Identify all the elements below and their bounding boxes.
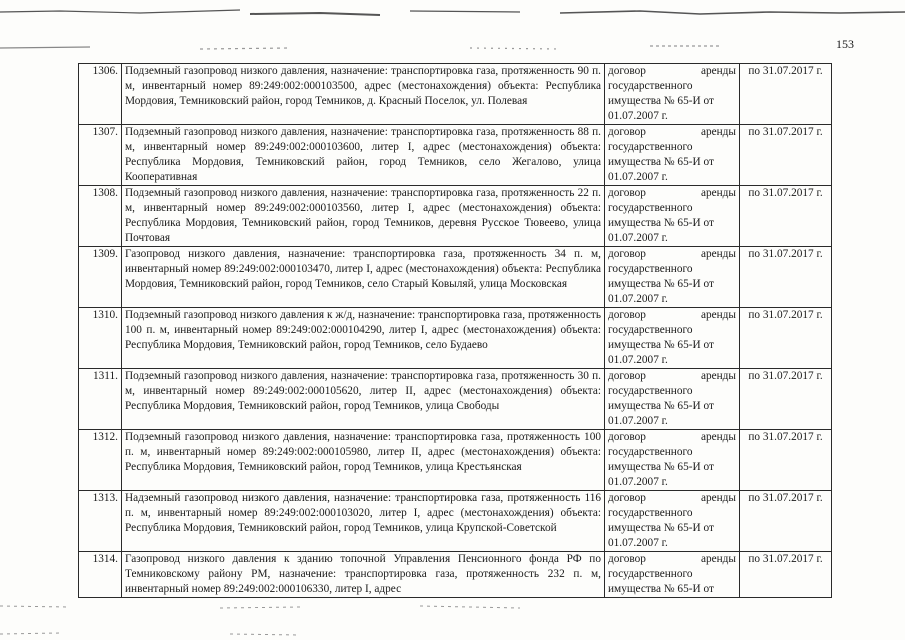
lease-term: по 31.07.2017 г. (740, 552, 832, 598)
object-description: Подземный газопровод низкого давления, назначение: транспортировка газа, протяженность 30 п. м, инвентарный номер 89:249:002:000105620, литер II, адрес (местонахождения) объекта: Республика Мордовия, Темниковский район, город Темников, улица Свободы (122, 369, 605, 430)
lease-term: по 31.07.2017 г. (740, 186, 832, 247)
object-description: Надземный газопровод низкого давления, назначение: транспортировка газа, протяженность 116 п. м, инвентарный номер 89:249:002:000103020, литер I, адрес (местонахождения) объекта: Республика Мордовия, Темниковский район, город Темников, улица Крупской-Советской (122, 491, 605, 552)
object-description: Подземный газопровод низкого давления к ж/д, назначение: транспортировка газа, протяженность 100 п. м, инвентарный номер 89:249:002:000104290, литер I, адрес (местонахождения) объекта: Республика Мордовия, Темниковский район, город Темников, село Будаево (122, 308, 605, 369)
object-description: Газопровод низкого давления, назначение: транспортировка газа, протяженность 34 п. м, инвентарный номер 89:249:002:000103470, литер I, адрес (местонахождения) объекта: Республика Мордовия, Темниковский район, город Темников, село Старый Ковыляй, улица Московская (122, 247, 605, 308)
object-description: Подземный газопровод низкого давления, назначение: транспортировка газа, протяженность 22 п. м, инвентарный номер 89:249:002:000103560, литер I, адрес (местонахождения) объекта: Республика Мордовия, Темниковский район, город Темников, деревня Русское Тювеево, улица Почтовая (122, 186, 605, 247)
row-number: 1306. (79, 64, 122, 125)
lease-basis (605, 491, 740, 552)
lease-basis-rest: государственного имущества № 65-И от 01.07.2007 г. (608, 507, 714, 549)
lease-basis (605, 308, 740, 369)
lease-basis-word2: аренды (700, 248, 736, 260)
lease-basis-word1: договор (608, 187, 646, 199)
lease-basis-first-line (608, 247, 736, 262)
row-number: 1309. (79, 247, 122, 308)
row-number: 1314. (79, 552, 122, 598)
lease-basis (605, 430, 740, 491)
lease-basis-word1: договор (608, 492, 646, 504)
lease-basis-word2: аренды (700, 492, 736, 504)
lease-basis-rest: государственного имущества № 65-И от 01.07.2007 г. (608, 202, 714, 244)
lease-basis-word2: аренды (700, 187, 736, 199)
table-body (79, 64, 832, 598)
table-row (79, 491, 832, 552)
lease-basis (605, 552, 740, 598)
table-row (79, 308, 832, 369)
scan-noise-top (0, 0, 905, 60)
lease-basis-first-line (608, 430, 736, 445)
lease-basis-rest: государственного имущества № 65-И от 01.07.2007 г. (608, 446, 714, 488)
lease-basis-first-line (608, 552, 736, 567)
lease-basis-word1: договор (608, 65, 646, 77)
lease-term: по 31.07.2017 г. (740, 491, 832, 552)
lease-basis-word1: договор (608, 370, 646, 382)
table-row (79, 125, 832, 186)
lease-basis-word1: договор (608, 553, 646, 565)
property-registry-table (78, 63, 832, 598)
lease-basis-rest: государственного имущества № 65-И от 01.07.2007 г. (608, 324, 714, 366)
lease-basis-rest: государственного имущества № 65-И от 01.07.2007 г. (608, 80, 714, 122)
table-row (79, 369, 832, 430)
lease-basis (605, 125, 740, 186)
lease-term: по 31.07.2017 г. (740, 430, 832, 491)
lease-basis-word1: договор (608, 126, 646, 138)
lease-basis-rest: государственного имущества № 65-И от 01.07.2007 г. (608, 263, 714, 305)
page-number: 153 (836, 37, 854, 51)
lease-basis-first-line (608, 64, 736, 79)
row-number: 1311. (79, 369, 122, 430)
row-number: 1307. (79, 125, 122, 186)
lease-basis-word2: аренды (700, 431, 736, 443)
lease-basis (605, 186, 740, 247)
row-number: 1308. (79, 186, 122, 247)
lease-term: по 31.07.2017 г. (740, 369, 832, 430)
lease-basis (605, 369, 740, 430)
lease-basis-word1: договор (608, 431, 646, 443)
lease-basis-word2: аренды (700, 65, 736, 77)
lease-term: по 31.07.2017 г. (740, 308, 832, 369)
lease-term: по 31.07.2017 г. (740, 125, 832, 186)
object-description: Газопровод низкого давления к зданию топочной Управления Пенсионного фонда РФ по Темниковскому району РМ, назначение: транспортировка газа, протяженность 232 п. м, инвентарный номер 89:249:002:000106330, литер I, адрес (122, 552, 605, 598)
table-row (79, 430, 832, 491)
table-row (79, 186, 832, 247)
lease-basis-first-line (608, 308, 736, 323)
lease-basis (605, 64, 740, 125)
lease-basis-rest: государственного имущества № 65-И от 01.07.2007 г. (608, 385, 714, 427)
table-row (79, 64, 832, 125)
scan-noise-bottom (0, 596, 905, 640)
table-row (79, 552, 832, 598)
lease-basis-word1: договор (608, 248, 646, 260)
lease-basis-word2: аренды (700, 309, 736, 321)
lease-term: по 31.07.2017 г. (740, 64, 832, 125)
lease-basis-word2: аренды (700, 126, 736, 138)
lease-basis-word2: аренды (700, 553, 736, 565)
lease-basis-first-line (608, 369, 736, 384)
lease-basis-word2: аренды (700, 370, 736, 382)
object-description: Подземный газопровод низкого давления, назначение: транспортировка газа, протяженность 90 п. м, инвентарный номер 89:249:002:000103500, адрес (местонахождения) объекта: Республика Мордовия, Темниковский район, город Темников, д. Красный Поселок, ул. Полевая (122, 64, 605, 125)
table-row (79, 247, 832, 308)
object-description: Подземный газопровод низкого давления, назначение: транспортировка газа, протяженность 88 п. м, инвентарный номер 89:249:002:000103600, литер I, адрес (местонахождения) объекта: Республика Мордовия, Темниковский район, город Темников, село Жегалово, улица Кооперативная (122, 125, 605, 186)
lease-basis-first-line (608, 491, 736, 506)
object-description: Подземный газопровод низкого давления, назначение: транспортировка газа, протяженность 100 п. м, инвентарный номер 89:249:002:000105980, литер II, адрес (местонахождения) объекта: Республика Мордовия, Темниковский район, город Темников, улица Крестьянская (122, 430, 605, 491)
row-number: 1313. (79, 491, 122, 552)
lease-basis-first-line (608, 186, 736, 201)
lease-basis-rest: государственного имущества № 65-И от 01.07.2007 г. (608, 141, 714, 183)
lease-basis-rest: государственного имущества № 65-И от (608, 568, 714, 595)
lease-term: по 31.07.2017 г. (740, 247, 832, 308)
row-number: 1312. (79, 430, 122, 491)
lease-basis-first-line (608, 125, 736, 140)
row-number: 1310. (79, 308, 122, 369)
lease-basis (605, 247, 740, 308)
lease-basis-word1: договор (608, 309, 646, 321)
